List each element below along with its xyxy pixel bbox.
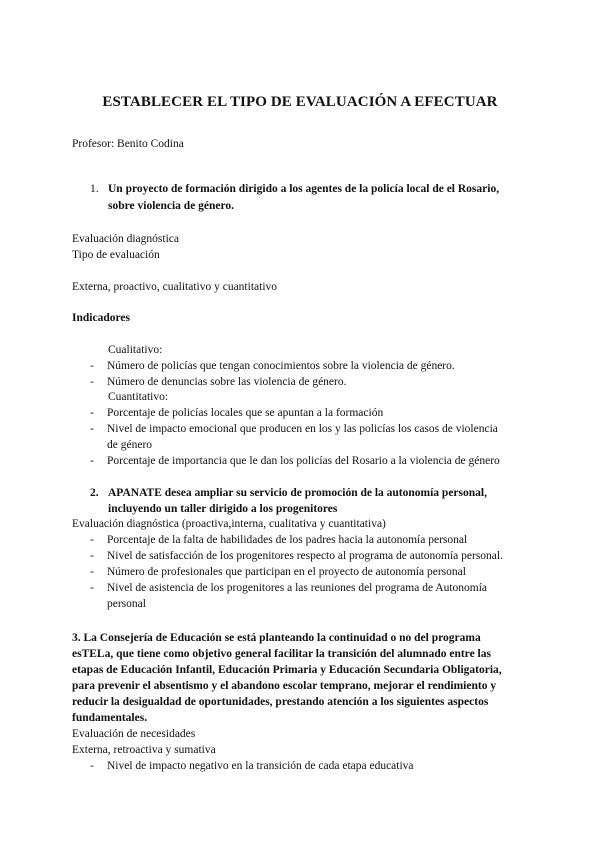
dash-bullet: - <box>90 760 94 772</box>
list-item-text: Número de denuncias sobre las violencia de género. <box>107 376 347 388</box>
list-item-text: Porcentaje de la falta de habilidades de los padres hacia la autonomía personal <box>107 534 468 546</box>
list-item-text: Nivel de satisfacción de los progenitores respecto al programa de autonomía personal. <box>107 550 503 562</box>
dash-bullet: - <box>90 566 94 578</box>
cualitativo-label: Cualitativo: <box>108 344 163 356</box>
list-item-text: Porcentaje de policías locales que se apuntan a la formación <box>107 407 384 419</box>
section-1-eval-label: Tipo de evaluación <box>72 249 160 261</box>
dash-bullet: - <box>90 376 94 388</box>
section-1-heading-line1: Un proyecto de formación dirigido a los agentes de la policía local de el Rosario, <box>108 183 500 195</box>
indicadores-heading: Indicadores <box>72 312 130 324</box>
list-item-text: Nivel de asistencia de los progenitores a las reuniones del programa de Autonomía <box>107 582 488 594</box>
section-3-eval-attrs: Externa, retroactiva y sumativa <box>72 744 216 756</box>
section-3-heading-line6: fundamentales. <box>72 712 148 724</box>
list-item-text: Porcentaje de importancia que le dan los policías del Rosario a la violencia de género <box>107 455 500 467</box>
dash-bullet: - <box>90 582 94 594</box>
dash-bullet: - <box>90 534 94 546</box>
section-1-heading-line2: sobre violencia de género. <box>108 200 235 212</box>
list-item-continuation: de género <box>107 439 153 451</box>
dash-bullet: - <box>90 455 94 467</box>
section-2-eval: Evaluación diagnóstica (proactiva,interna, cualitativa y cuantitativa) <box>72 518 386 530</box>
section-2-heading-line2: incluyendo un taller dirigido a los progenitores <box>108 503 338 515</box>
section-3-heading-line3: etapas de Educación Infantil, Educación Primaria y Educación Secundaria Obligatoria, <box>72 664 502 676</box>
list-item-text: Nivel de impacto negativo en la transición de cada etapa educativa <box>107 760 414 772</box>
cuantitativo-label: Cuantitativo: <box>108 391 169 403</box>
section-3-heading-line2: esTELa, que tiene como objetivo general facilitar la transición del alumnado entre las <box>72 648 491 660</box>
section-1-number: 1. <box>90 183 99 195</box>
dash-bullet: - <box>90 550 94 562</box>
list-item-text: Número de profesionales que participan en el proyecto de autonomía personal <box>107 566 466 578</box>
list-item-text: Número de policías que tengan conocimientos sobre la violencia de género. <box>107 360 455 372</box>
dash-bullet: - <box>90 423 94 435</box>
list-item-text: Nivel de impacto emocional que producen en los y las policías los casos de violencia <box>107 423 498 435</box>
section-1-eval-type: Evaluación diagnóstica <box>72 233 179 245</box>
page-title: ESTABLECER EL TIPO DE EVALUACIÓN A EFECTUAR <box>102 94 498 110</box>
list-item-continuation: personal <box>107 598 146 610</box>
dash-bullet: - <box>90 407 94 419</box>
section-2-heading-line1: APANATE desea ampliar su servicio de promoción de la autonomía personal, <box>108 487 487 499</box>
dash-bullet: - <box>90 360 94 372</box>
section-2-number: 2. <box>90 487 99 499</box>
profesor-line: Profesor: Benito Codina <box>72 138 184 150</box>
section-3-heading-line1: 3. La Consejería de Educación se está planteando la continuidad o no del programa <box>72 632 481 644</box>
section-3-eval-type: Evaluación de necesidades <box>72 728 196 740</box>
section-3-heading-line4: para prevenir el absentismo y el abandono escolar temprano, mejorar el rendimiento y <box>72 680 497 692</box>
section-1-types: Externa, proactivo, cualitativo y cuantitativo <box>72 281 278 293</box>
section-3-heading-line5: reducir la desigualdad de oportunidades, prestando atención a los siguientes aspectos <box>72 696 489 708</box>
